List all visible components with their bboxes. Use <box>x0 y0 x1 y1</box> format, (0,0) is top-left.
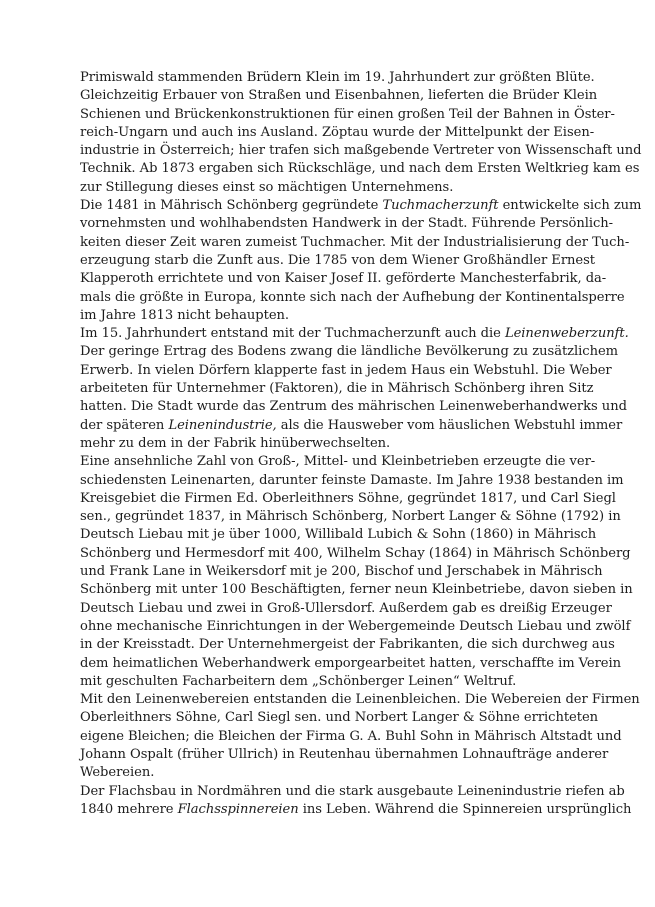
text-line: in der Kreisstadt. Der Unternehmergeist der Fabrikanten, die sich durchweg aus <box>80 637 615 653</box>
text-run: ins Leben. Während die Spinnereien ursprünglich <box>298 801 632 817</box>
text-line <box>80 417 623 435</box>
text-line: keiten dieser Zeit waren zumeist Tuchmacher. Mit der Industrialisierung der Tuch- <box>80 234 630 250</box>
text-run: entwickelte sich zum <box>498 198 642 214</box>
text-run: Im 15. Jahrhundert entstand mit der Tuchmacherzunft auch die <box>80 326 505 342</box>
text-line: vornehmsten und wohlhabendsten Handwerk in der Stadt. Führende Persönlich- <box>80 216 614 232</box>
text-line: Kreisgebiet die Firmen Ed. Oberleithners Söhne, gegründet 1817, und Carl Siegl <box>80 490 616 506</box>
text-line: Der geringe Ertrag des Bodens zwang die ländliche Bevölkerung zu zusätzlichem <box>80 344 619 360</box>
emphasized-term: Leinenweberzunft. <box>504 326 629 342</box>
text-line: hatten. Die Stadt wurde das Zentrum des mährischen Leinenweberhandwerks und <box>80 399 627 415</box>
text-line: Webereien. <box>80 765 155 781</box>
text-line: und Frank Lane in Weikersdorf mit je 200, Bischof und Jerschabek in Mährisch <box>80 564 603 580</box>
text-line: industrie in Österreich; hier trafen sich maßgebende Vertreter von Wissenschaft und <box>80 143 642 159</box>
text-line: Schönberg und Hermesdorf mit 400, Wilhelm Schay (1864) in Mährisch Schönberg <box>80 545 631 561</box>
text-line: Schönberg mit unter 100 Beschäftigten, ferner neun Kleinbetriebe, davon sieben in <box>80 582 633 598</box>
text-line: dem heimatlichen Weberhandwerk emporgearbeitet hatten, verschaffte im Verein <box>80 655 622 671</box>
text-line: eigene Bleichen; die Bleichen der Firma G. A. Buhl Sohn in Mährisch Altstadt und <box>80 728 622 744</box>
emphasized-term: Leinenindustrie, <box>168 417 277 433</box>
text-line: Mit den Leinenwebereien entstanden die Leinenbleichen. Die Webereien der Firmen <box>80 692 640 708</box>
text-line <box>80 325 629 343</box>
text-line: mehr zu dem in der Fabrik hinüberwechselten. <box>80 435 391 451</box>
text-line: reich-Ungarn und auch ins Ausland. Zöptau wurde der Mittelpunkt der Eisen- <box>80 124 595 140</box>
text-run: Die 1481 in Mährisch Schönberg gegründete <box>80 198 383 214</box>
text-line: Deutsch Liebau und zwei in Groß-Ullersdorf. Außerdem gab es dreißig Erzeuger <box>80 600 612 616</box>
text-line: Deutsch Liebau mit je über 1000, Willibald Lubich & Sohn (1860) in Mährisch <box>80 527 597 543</box>
text-line: Oberleithners Söhne, Carl Siegl sen. und Norbert Langer & Söhne errichteten <box>80 710 599 726</box>
text-line <box>80 801 632 819</box>
text-line: Erwerb. In vielen Dörfern klapperte fast in jedem Haus ein Webstuhl. Die Weber <box>80 362 612 378</box>
text-run: der späteren <box>80 417 169 433</box>
text-line: Eine ansehnliche Zahl von Groß-, Mittel- und Kleinbetrieben erzeugte die ver- <box>80 454 596 470</box>
text-line: erzeugung starb die Zunft aus. Die 1785 von dem Wiener Großhändler Ernest <box>80 252 595 268</box>
text-line: arbeiteten für Unternehmer (Faktoren), die in Mährisch Schönberg ihren Sitz <box>80 381 594 397</box>
text-line: Johann Ospalt (früher Ullrich) in Reutenhau übernahmen Lohnaufträge anderer <box>80 746 609 762</box>
emphasized-term: Tuchmacherzunft <box>382 198 499 214</box>
text-line: Gleichzeitig Erbauer von Straßen und Eisenbahnen, lieferten die Brüder Klein <box>80 88 598 104</box>
text-line: mit geschulten Facharbeitern dem „Schönberger Leinen“ Weltruf. <box>80 673 517 689</box>
text-line: zur Stillegung dieses einst so mächtigen Unternehmens. <box>80 179 454 195</box>
text-line: im Jahre 1813 nicht behaupten. <box>80 307 290 323</box>
text-line <box>80 197 642 215</box>
text-line: Klapperoth errichtete und von Kaiser Josef II. geförderte Manchesterfabrik, da- <box>80 271 607 287</box>
text-run: 1840 mehrere <box>80 801 178 817</box>
document-page <box>80 69 642 819</box>
text-line: Schienen und Brückenkonstruktionen für einen großen Teil der Bahnen in Öster- <box>80 106 615 122</box>
text-line: sen., gegründet 1837, in Mährisch Schönberg, Norbert Langer & Söhne (1792) in <box>80 509 621 525</box>
emphasized-term: Flachsspinnereien <box>177 801 299 817</box>
text-line: ohne mechanische Einrichtungen in der Webergemeinde Deutsch Liebau und zwölf <box>80 618 631 634</box>
text-run: als die Hausweber vom häuslichen Webstuhl immer <box>276 417 623 433</box>
text-line: schiedensten Leinenarten, darunter feinste Damaste. Im Jahre 1938 bestanden im <box>80 472 624 488</box>
text-line: Technik. Ab 1873 ergaben sich Rückschläge, und nach dem Ersten Weltkrieg kam es <box>80 161 640 177</box>
text-line: Primiswald stammenden Brüdern Klein im 19. Jahrhundert zur größten Blüte. <box>80 70 595 85</box>
text-line: mals die größte in Europa, konnte sich nach der Aufhebung der Kontinentalsperre <box>80 289 625 305</box>
text-line: Der Flachsbau in Nordmähren und die stark ausgebaute Leinenindustrie riefen ab <box>80 783 625 799</box>
